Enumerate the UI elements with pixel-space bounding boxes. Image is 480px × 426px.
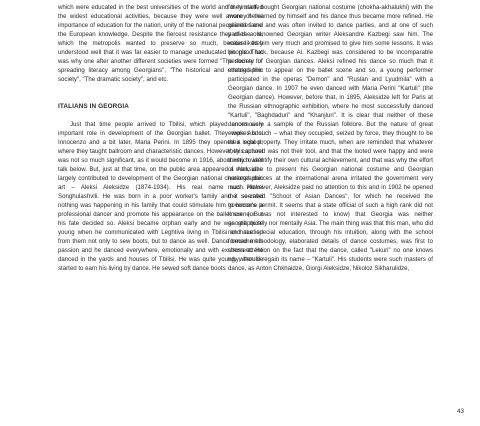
page-number: 43	[457, 408, 465, 415]
right-paragraph-1: for himself, bought Georgian national costume (chokha-akhalukhi) with the money he earned by himself and his dance thus became more refined. He gained fame and was often invited to dance parties, and at one of such parties a renowned Georgian writer Aleksandre Kazbegi saw him. The writer liked him very much and promised to give him some lessons. It was his good luck, because Al. Kazbegi was considered to be incomparable performer of Georgian dances. Aleksi refined his dance so much that it enabled him to appear on the ballet scene and so, a young performer participated in the operas "Demon" and "Ruslan and Lyudmila" with a Georgian dance. In 1907 he even danced with Maria Perini "Kartuli" (the Georgian dance). However, before that, in 1895, Aleksidze left for Paris at the Russian ethnographic exhibition, where he most successfully danced "Kartuli", "Baghdaduri" and "Khanjluri". It is clear that neither of these dances were a sample of the Russian folklore. But the nature of great empires is such – what they occupied, seized by force, they thought to be their legal property. They irritate much, when are reminded that whatever they captured was not their tool, and that the looted were happy and were thirsty to identify their own cultural achievement, and that was why the effort of Aleksidze to present his Georgian national costume and Georgian national dances at the international arena irritated the government very much. However, Aleksidze paid no attention to this and in 1902 he opened the so-called "School of Asian Dances", for which he received the governor's permit. It seems that a state official of such a high rank did not know (or was not interested to know) that Georgia was neither geographically nor mentally Asia. The main thing was that this man, who did not have special education, through his intuition, along with the school formed methodology, elaborated details of dance costumes, was first to stress attention on the fact that the dance, called "Lekuri" no one knows why, should regain its name – "Kartuli". His students were such masters of dance, as Anton Chkhaidze, Giorgi Aleksidze, Nikoloz Sikharulidze,	[228, 4, 433, 273]
left-paragraph-2: Just that time people arrived to Tbilisi, which played enormously important role in development of the Georgian ballet. They were Abdol Innocenzo and a bit later, Maria Perini. In 1895 they opened a school, where they taught ballroom and characteristic dances. However, this school was not so much significant, as it would become in 1916, about which we'll talk below. But, just at that time, on the public area appeared a man, who largely contributed to development of the Georgian national choreographic art – Aleksi Aleksidze (1874-1934). His real name was Aleksi Songhulashvili. He was born in a poor worker's family and it seemed nothing was happening in his family that could stimulate him to become a professional dancer and promote his appearance on the ballet scene. But his fate decided so. Aleksi became orphan early and he was still quite young when he communicated with Leghtiva living in Tbilisi and studied from them not only to sew boots, but to dance as well. Dance became his passion and he danced everywhere, emotionally and with excitement. He danced in the yards and houses of Tbilisi. He was quite young, when he started to earn his living by dance. He sewed soft dance boots	[58, 121, 263, 273]
left-paragraph-1: which were educated in the best universities of the world and they started the widest educational activities, because they were well aware of the importance of education for the nation, unity of the national peculiarities and the European knowledge. Despite the fiercest resistance they of the old, which the metropolis wanted to preserve so much, because they understood well that it was far easier to manage uneducated people. That was why one after another different societies were formed "The society for spreading literacy among Georgians", "The historical and ethnographic society", "The dramatic society", and etc.	[58, 4, 263, 84]
section-heading: ITALIANS IN GEORGIA	[58, 103, 130, 111]
right-column	[228, 3, 433, 273]
